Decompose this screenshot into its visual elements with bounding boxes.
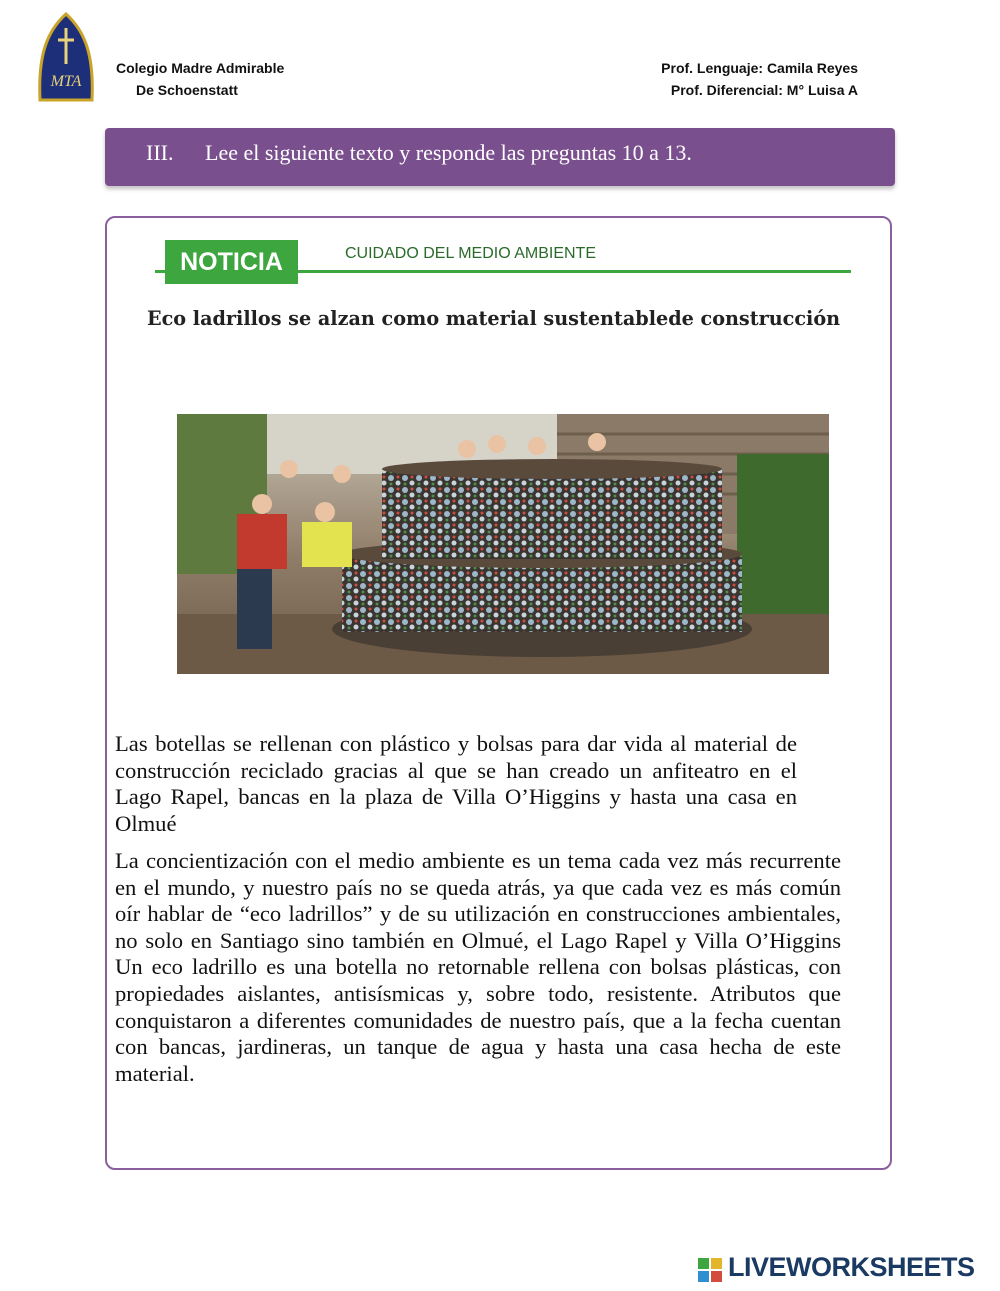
instruction-number: III. xyxy=(146,140,174,165)
news-paragraph-1: Las botellas se rellenan con plástico y bolsas para dar vida al material de construcción reciclado gracias al que se han creado un anfiteatro en el Lago Rapel, bancas en la plaza de Villa O’Higgins y hasta una casa en Olmué xyxy=(115,731,797,836)
instruction-text: Lee el siguiente texto y responde las preguntas 10 a 13. xyxy=(205,140,692,165)
liveworksheets-brand[interactable]: LIVEWORKSHEETS xyxy=(728,1252,975,1282)
news-headline: Eco ladrillos se alzan como material sustentablede construcción xyxy=(147,307,841,330)
teacher-language: Prof. Lenguaje: Camila Reyes xyxy=(661,60,858,76)
liveworksheets-icon xyxy=(698,1258,722,1282)
school-crest-logo xyxy=(36,12,96,104)
teacher-differential: Prof. Diferencial: M° Luisa A xyxy=(670,82,858,98)
news-paragraph-2: La concientización con el medio ambiente es un tema cada vez más recurrente en el mundo, y nuestro país no se queda atrás, ya que cada vez es más común oír hablar de “eco ladrillos” y de su utilización en construcciones ambientales, no solo en Santiago sino también en Olmué, el Lago Rapel y Villa O’Higgins Un eco ladrillo es una botella no retornable rellena con bolsas plásticas, con propiedades aislantes, antisísmicas y, sobre todo, resistente. Atributos que conquistaron a diferentes comunidades de nuestro país, que a la fecha cuentan con bancas, jardineras, un tanque de agua y hasta una casa hecha de este material. xyxy=(115,848,841,1086)
news-category: CUIDADO DEL MEDIO AMBIENTE xyxy=(345,245,596,262)
school-name: Colegio Madre Admirable xyxy=(116,60,285,76)
eco-brick-photo xyxy=(177,414,829,674)
news-badge: NOTICIA xyxy=(165,240,298,284)
school-name-line2: De Schoenstatt xyxy=(136,82,238,98)
svg-text:MTA: MTA xyxy=(50,73,82,90)
